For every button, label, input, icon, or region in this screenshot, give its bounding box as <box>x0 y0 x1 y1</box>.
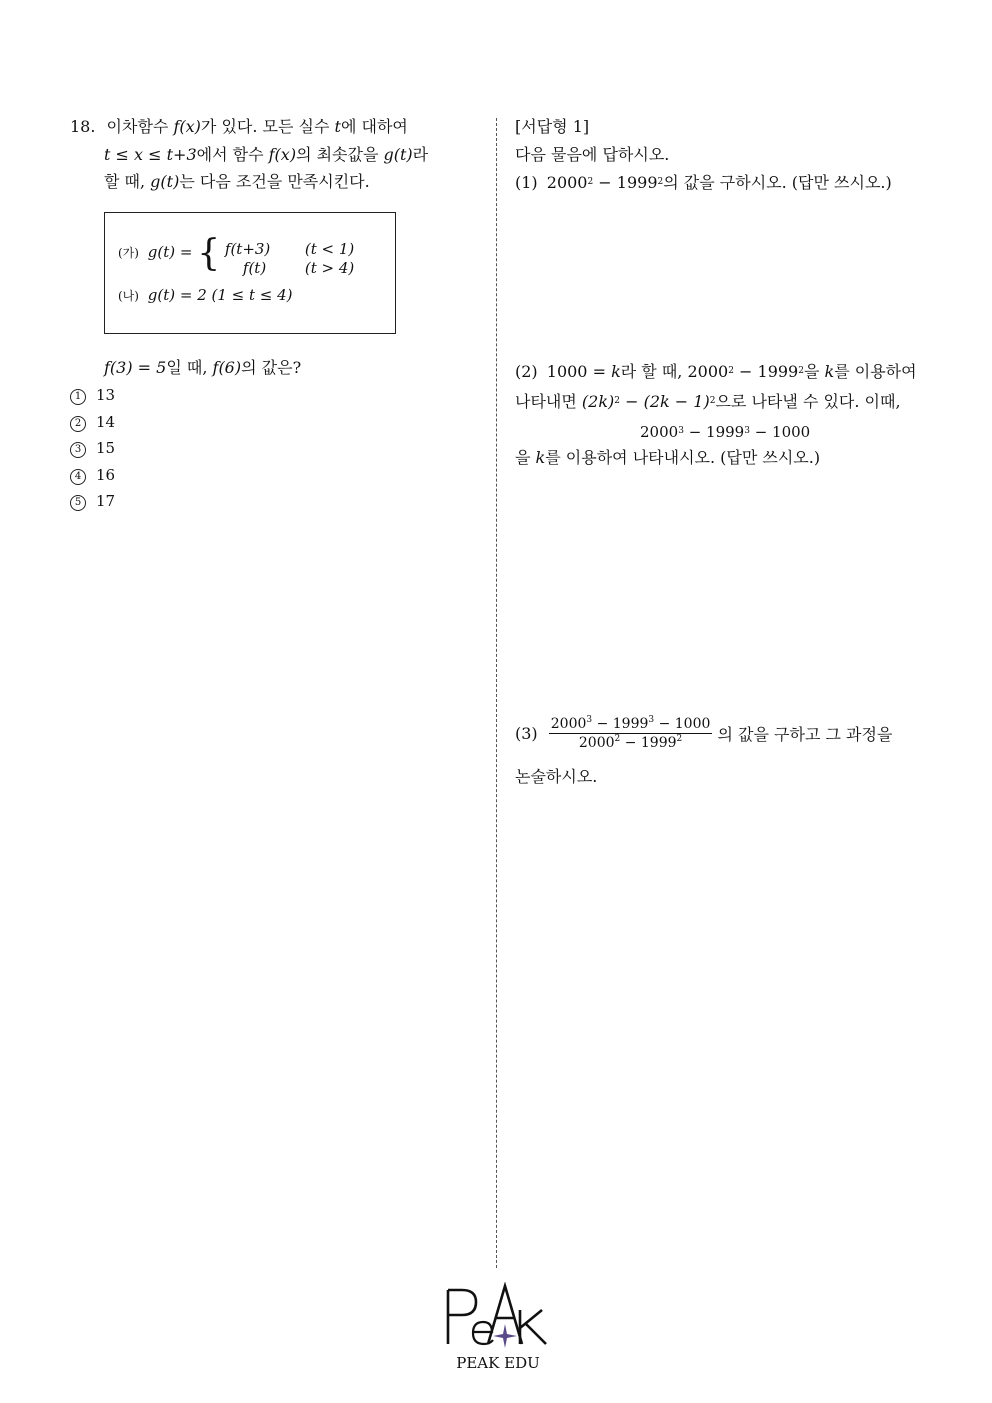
essay-part2-expression: $2000^3 - 1999^3 - 1000$ <box>640 423 811 441</box>
left-brace: { <box>197 233 221 274</box>
q18-line3: 할 때, g(t)는 다음 조건을 만족시킨다. <box>104 172 370 191</box>
logo-caption: PEAK EDU <box>456 1354 540 1372</box>
case2-cond: (t > 4) <box>304 259 355 277</box>
condition-a <box>118 233 355 278</box>
essay-part1: (1) $2000^2 - 1999^2$의 값을 구하시오. (답만 쓰시오.) <box>515 173 892 192</box>
q18-number: 18. <box>70 117 96 136</box>
essay-part2-line4: 을 k를 이용하여 나타내시오. (답만 쓰시오.) <box>515 448 821 467</box>
peak-edu-logo <box>442 1282 554 1378</box>
essay-part3-line2: 논술하시오. <box>515 767 598 786</box>
condition-a-lhs: g(t) = <box>147 243 193 261</box>
choice-list <box>70 382 115 515</box>
choice-4[interactable]: 4 16 <box>70 462 115 489</box>
peak-logo-mark <box>442 1282 554 1378</box>
essay-intro: 다음 물음에 답하시오. <box>515 145 670 164</box>
choice-1[interactable]: 1 13 <box>70 382 115 409</box>
star-icon <box>493 1324 517 1348</box>
essay-part2-line1: (2) 1000 = k라 할 때, $2000^2 - 1999^2$을 k를 이용하여 <box>515 362 917 381</box>
essay-header: [서답형 1] <box>515 117 590 136</box>
q18-line1: 18. 이차함수 f(x)가 있다. 모든 실수 t에 대하여 <box>70 117 408 136</box>
essay-part2-line2: 나타내면 $(2k)^2 - (2k - 1)^2$으로 나타낼 수 있다. 이때, <box>515 392 901 411</box>
q18-question: f(3) = 5일 때, f(6)의 값은? <box>104 358 302 377</box>
condition-b-marker: (나) <box>118 289 139 303</box>
condition-a-marker: (가) <box>118 246 139 260</box>
q18-line2: t ≤ x ≤ t+3에서 함수 f(x)의 최솟값을 g(t)라 <box>104 145 429 164</box>
choice-2[interactable]: 2 14 <box>70 409 115 436</box>
case2-expr: f(t) <box>242 259 267 277</box>
column-divider <box>496 118 497 1268</box>
choice-3[interactable]: 3 15 <box>70 435 115 462</box>
fraction-denominator: $2000^2 - 1999^2$ <box>578 734 683 751</box>
choice-5[interactable]: 5 17 <box>70 488 115 515</box>
fraction-numerator: $2000^3 - 1999^3 - 1000$ <box>550 715 711 732</box>
case1-expr: f(t+3) <box>224 240 271 258</box>
case1-cond: (t < 1) <box>304 240 355 258</box>
essay-part3-line1: (3) $\frac{2000^3 - 1999^3 - 1000}{2000^2 - 1999^2}$ 의 값을 구하고 그 과정을 <box>515 715 893 751</box>
condition-b <box>118 286 293 304</box>
condition-b-text: g(t) = 2 (1 ≤ t ≤ 4) <box>147 286 293 304</box>
fraction <box>549 716 713 751</box>
